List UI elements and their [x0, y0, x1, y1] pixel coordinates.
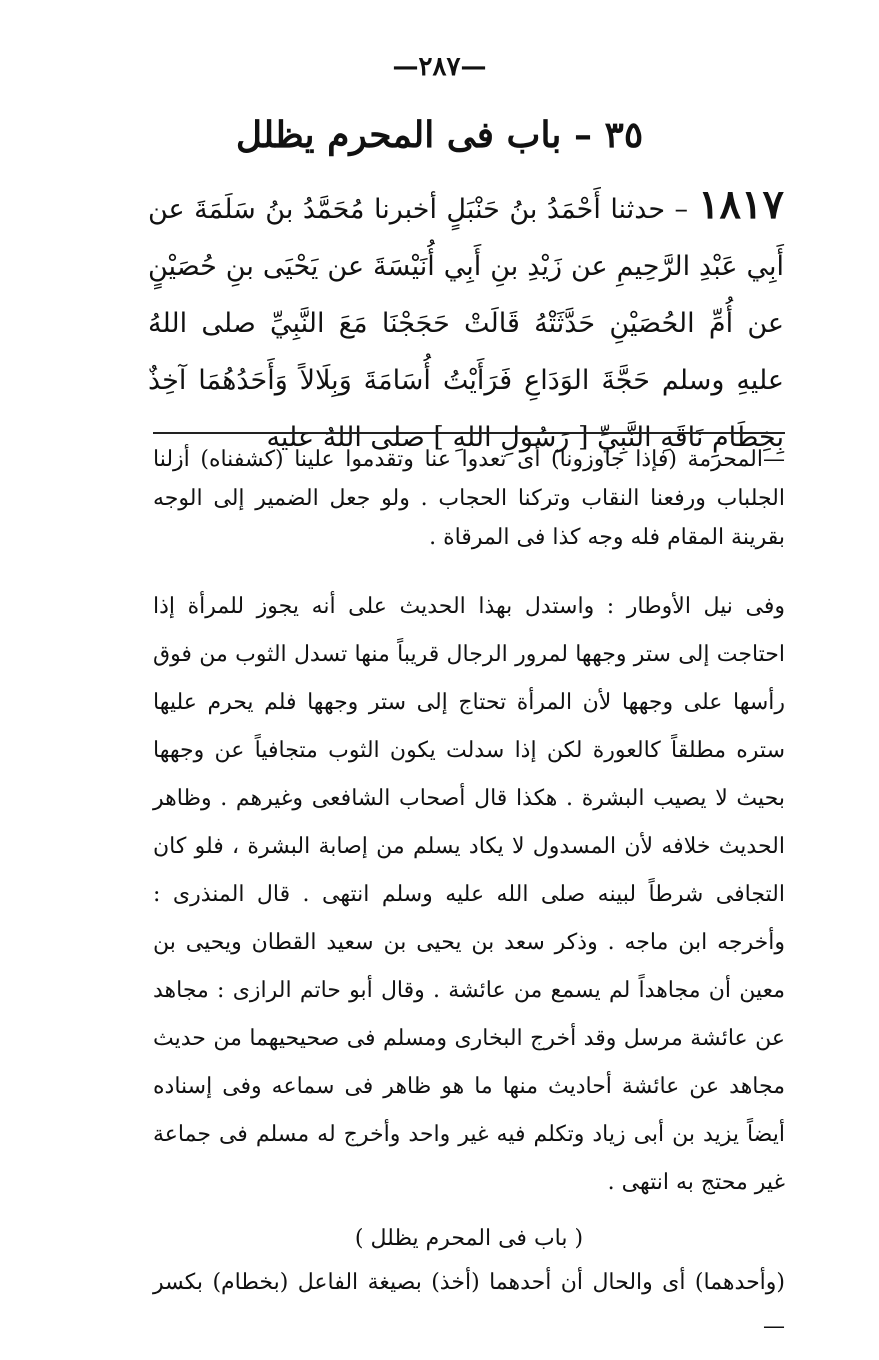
hadith-text-block [148, 176, 784, 466]
commentary-subheading: ( باب فى المحرم يظلل ) [354, 1226, 584, 1251]
commentary-block [153, 440, 785, 1349]
page-number: —٢٨٧— [392, 52, 487, 82]
commentary-paragraph-1: —المحرمة (فإذا جاوزونا) أى تعدوا عنا وتقدموا علينا (كشفناه) أزلنا الجلباب ورفعنا النقاب وتركنا الحجاب . ولو جعل الضمير إلى الوجه بقرينة المقام فله وجه كذا فى المرقاة . [153, 447, 785, 550]
footnote-divider [153, 432, 785, 434]
chapter-title: ٣٥ – باب فى المحرم يظلل [235, 114, 644, 156]
commentary-paragraph-2: وفى نيل الأوطار : واستدل بهذا الحديث على أنه يجوز للمرأة إذا احتاجت إلى ستر وجهها لمرور الرجال قريباً منها تسدل الثوب من فوق رأسها على وجهها لأن المرأة تحتاج إلى ستر وجهها فلم يحرم عليها ستره مطلقاً كالعورة لكن إذا سدلت يكون الثوب متجافياً عن وجهها بحيث لا يصيب البشرة . هكذا قال أصحاب الشافعى وغيرهم . وظاهر الحديث خلافه لأن المسدول لا يكاد يسلم من إصابة البشرة ، فلو كان التجافى شرطاً لبينه صلى الله عليه وسلم انتهى . قال المنذرى : وأخرجه ابن ماجه . وذكر سعد بن يحيى بن سعيد القطان ويحيى بن معين أن مجاهداً لم يسمع من عائشة . وقال أبو حاتم الرازى : مجاهد عن عائشة مرسل وقد أخرج البخارى ومسلم فى صحيحيهما من حديث مجاهد عن عائشة أحاديث منها ما هو ظاهر فى سماعه وفى إسناده أيضاً يزيد بن أبى زياد وتكلم فيه غير واحد وأخرج له مسلم فى جماعة غير محتج به انتهى . [153, 594, 785, 1195]
commentary-paragraph-3: (وأحدهما) أى والحال أن أحدهما (أخذ) بصيغة الفاعل (بخطام) بكسر — [153, 1270, 785, 1339]
hadith-body: – حدثنا أَحْمَدُ بنُ حَنْبَلٍ أخبرنا مُحَمَّدُ بنُ سَلَمَةَ عن أَبِي عَبْدِ الرَّحِيمِ عن زَيْدِ بنِ أَبِي أُنَيْسَةَ عن يَحْيَى بنِ حُصَيْنٍ عن أُمِّ الحُصَيْنِ حَدَّثَتْهُ قَالَتْ حَجَجْنَا مَعَ النَّبِيِّ صلى اللهُ عليهِ وسلم حَجَّةَ الوَدَاعِ فَرَأَيْتُ أُسَامَةَ وَبِلَالاً وَأَحَدُهُمَا آخِذٌ بِخِطَامِ نَاقَةِ النَّبِيِّ [ رَسُولِ اللهِ ] صلى اللهُ عليه [148, 194, 784, 453]
hadith-number: ١٨١٧ [698, 181, 784, 228]
